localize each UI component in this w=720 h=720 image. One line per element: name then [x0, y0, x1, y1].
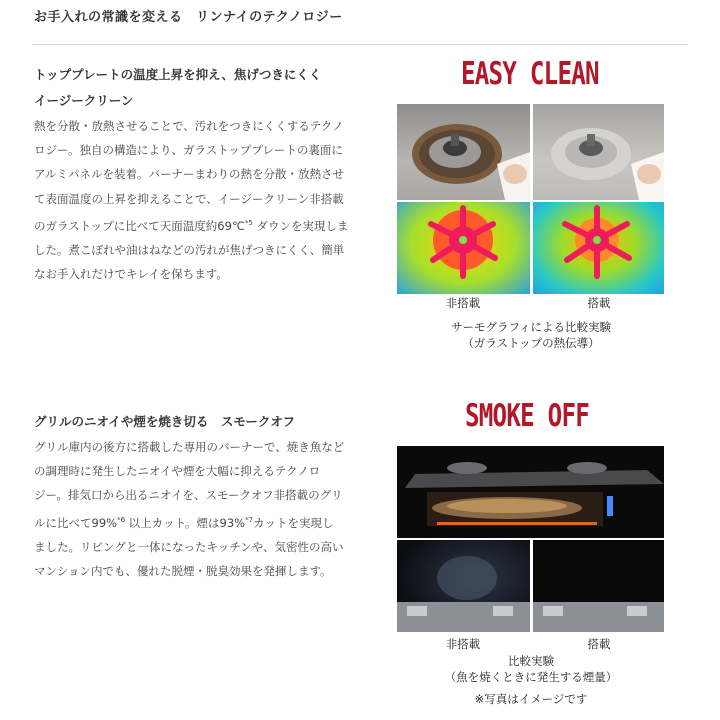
photo-smoke-without [397, 540, 530, 632]
body-text: 以上カット。煙は93% [125, 515, 246, 530]
smoke-off-body [34, 435, 354, 583]
smoke-off-logo: SMOKE OFF [465, 398, 590, 434]
photo-dirty-burner [397, 104, 530, 200]
easy-clean-logo: EASY CLEAN [461, 56, 599, 92]
thermo-with [533, 202, 664, 294]
smoke-photo-graphic [397, 540, 530, 632]
body-line: ました。リビングと一体になったキッチンや、気密性の高い [34, 539, 344, 554]
smoke-off-caption-1: 比較実験 [508, 654, 554, 668]
label-without: 非搭載 [445, 296, 481, 310]
easy-clean-heading-2: イージークリーン [34, 93, 134, 108]
page-header-title: お手入れの常識を変える リンナイのテクノロジー [34, 10, 343, 25]
thermo-graphic [397, 202, 530, 294]
body-line: て表面温度の上昇を抑えることで、イージークリーン非搭載 [34, 191, 344, 206]
smoke-label-with: 搭載 [587, 637, 611, 651]
body-text: ルに比べて99% [34, 515, 118, 530]
smoke-photo-graphic [533, 540, 664, 632]
body-line: 熱を分散・放熱させることで、汚れをつきにくくするテクノ [34, 119, 344, 133]
body-text: のガラストップに比べて天面温度約69℃ [34, 218, 245, 233]
footnote-mark: *7 [245, 515, 254, 524]
body-line: ジー。排気口から出るニオイを、スモークオフ非搭載のグリ [34, 488, 343, 503]
header-divider [32, 44, 688, 45]
body-text: ダウンを実現しま [252, 218, 349, 233]
smoke-label-without: 非搭載 [445, 637, 481, 651]
body-line: なお手入れだけでキレイを保ちます。 [34, 267, 228, 282]
body-line: の調理時に発生したニオイや煙を大幅に抑えるテクノロ [34, 464, 321, 479]
easy-clean-caption-2: （ガラストップの熱伝導） [462, 336, 600, 350]
smoke-off-heading: グリルのニオイや煙を焼き切る スモークオフ [34, 414, 296, 429]
photo-disclaimer: ※写真はイメージです [474, 692, 588, 706]
easy-clean-heading-1: トッププレートの温度上昇を抑え、焦げつきにくく [34, 67, 322, 82]
body-line: した。煮こぼれや油はねなどの汚れが焦げつきにくく、簡単 [34, 243, 345, 258]
body-line: グリル庫内の後方に搭載した専用のバーナーで、焼き魚など [34, 440, 345, 454]
burner-photo-graphic [533, 104, 664, 200]
easy-clean-body [34, 114, 354, 286]
photo-grill-interior [397, 446, 664, 538]
burner-photo-graphic [397, 104, 530, 200]
thermo-without [397, 202, 530, 294]
body-line: マンション内でも、優れた脱煙・脱臭効果を発揮します。 [34, 564, 332, 579]
label-with: 搭載 [587, 296, 611, 310]
thermo-graphic [533, 202, 664, 294]
body-line: ロジー。独自の構造により、ガラストッププレートの裏面に [34, 143, 343, 158]
easy-clean-caption-1: サーモグラフィによる比較実験 [450, 320, 612, 334]
grill-photo-graphic [397, 446, 664, 538]
photo-clean-burner [533, 104, 664, 200]
footnote-mark: *5 [244, 218, 253, 227]
body-line [34, 211, 354, 238]
body-line: アルミパネルを装着。バーナーまわりの熱を分散・放熱させ [34, 167, 345, 182]
body-line [34, 508, 354, 535]
photo-smoke-with [533, 540, 664, 632]
footnote-mark: *6 [117, 515, 126, 524]
body-text: カットを実現し [253, 515, 334, 530]
smoke-off-caption-2: （魚を焼くときに発生する煙量） [444, 670, 618, 684]
